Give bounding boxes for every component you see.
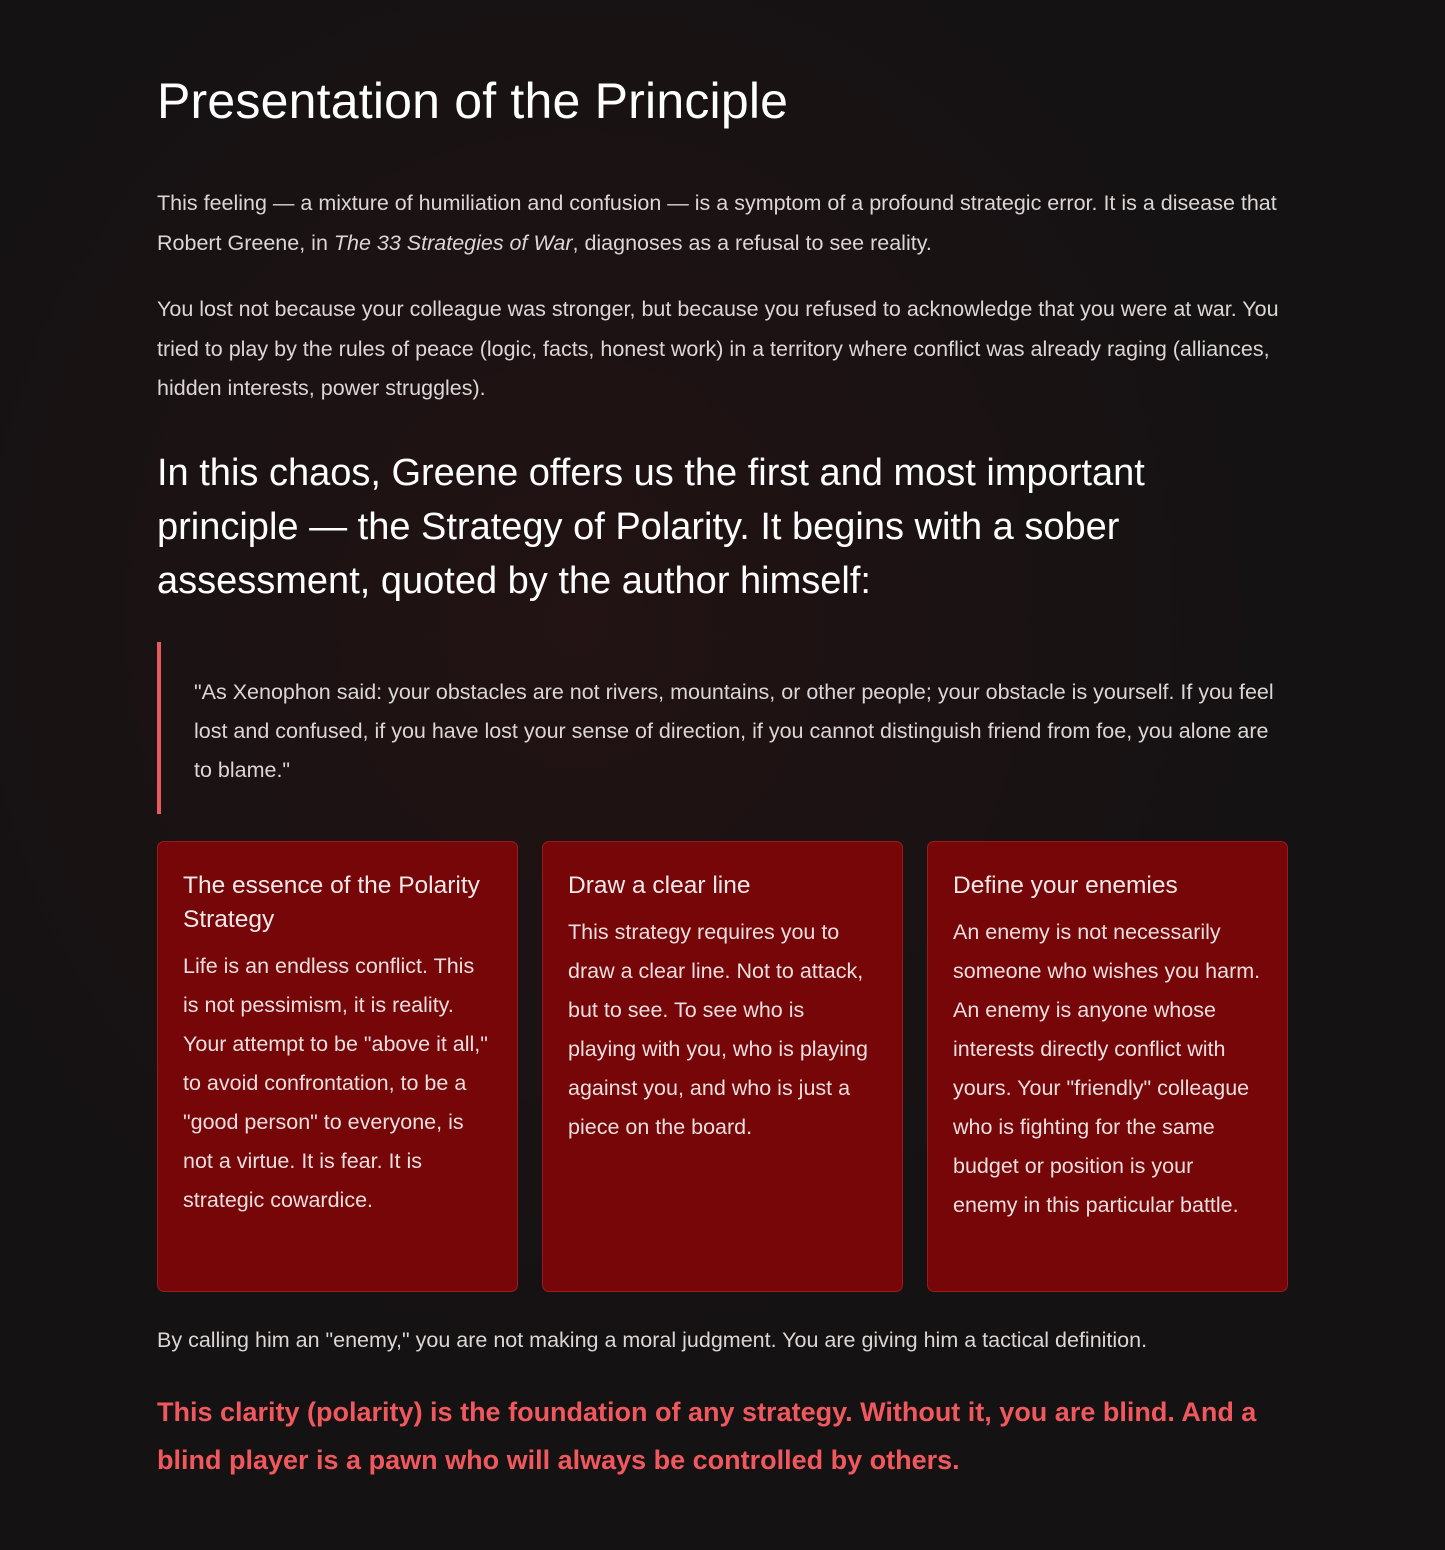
card-clear-line [542, 841, 903, 1292]
lead-heading: In this chaos, Greene offers us the first and most important principle — the Strategy of Polarity. It begins with a sober assessment, quoted by the author himself: [157, 452, 1145, 602]
emphasis-statement: This clarity (polarity) is the foundation of any strategy. Without it, you are blind. And a blind player is a pawn who will always be controlled by others. [157, 1397, 1257, 1475]
card-title: The essence of the Polarity Strategy [183, 872, 480, 933]
card-polarity-essence [157, 841, 518, 1292]
card-define-enemies [927, 841, 1288, 1292]
book-title: The 33 Strategies of War [333, 230, 573, 255]
closing-paragraph: By calling him an "enemy," you are not making a moral judgment. You are giving him a tactical definition. [157, 1328, 1148, 1352]
principle-cards [157, 841, 1288, 1292]
intro-paragraph-1 [157, 184, 1288, 263]
intro-text-end: , diagnoses as a refusal to see reality. [572, 230, 932, 255]
card-body: An enemy is not necessarily someone who wishes you harm. An enemy is anyone whose interests directly conflict with yours. Your "friendly" colleague who is fighting for the same budget or position is your enemy in this particular battle. [953, 920, 1261, 1217]
card-title: Define your enemies [953, 872, 1178, 899]
intro-paragraph-2: You lost not because your colleague was stronger, but because you refused to acknowledge that you were at war. You tried to play by the rules of peace (logic, facts, honest work) in a territory where conflict was already raging (alliances, hidden interests, power struggles). [157, 297, 1279, 400]
intro-text: This feeling — a mixture of humiliation and confusion — is a symptom of a profound strategic error. It is a disease that Robert Greene, in [157, 191, 1277, 255]
card-body: This strategy requires you to draw a clear line. Not to attack, but to see. To see who is playing with you, who is playing against you, and who is just a piece on the board. [568, 920, 868, 1139]
page-title: Presentation of the Principle [157, 73, 789, 129]
card-body: Life is an endless conflict. This is not pessimism, it is reality. Your attempt to be "above it all," to avoid confrontation, to be a "good person" to everyone, is not a virtue. It is fear. It is strategic cowardice. [183, 954, 488, 1212]
xenophon-quote: "As Xenophon said: your obstacles are not rivers, mountains, or other people; your obstacle is yourself. If you feel lost and confused, if you have lost your sense of direction, if you cannot distinguish friend from foe, you alone are to blame." [157, 642, 1288, 814]
card-title: Draw a clear line [568, 872, 751, 899]
